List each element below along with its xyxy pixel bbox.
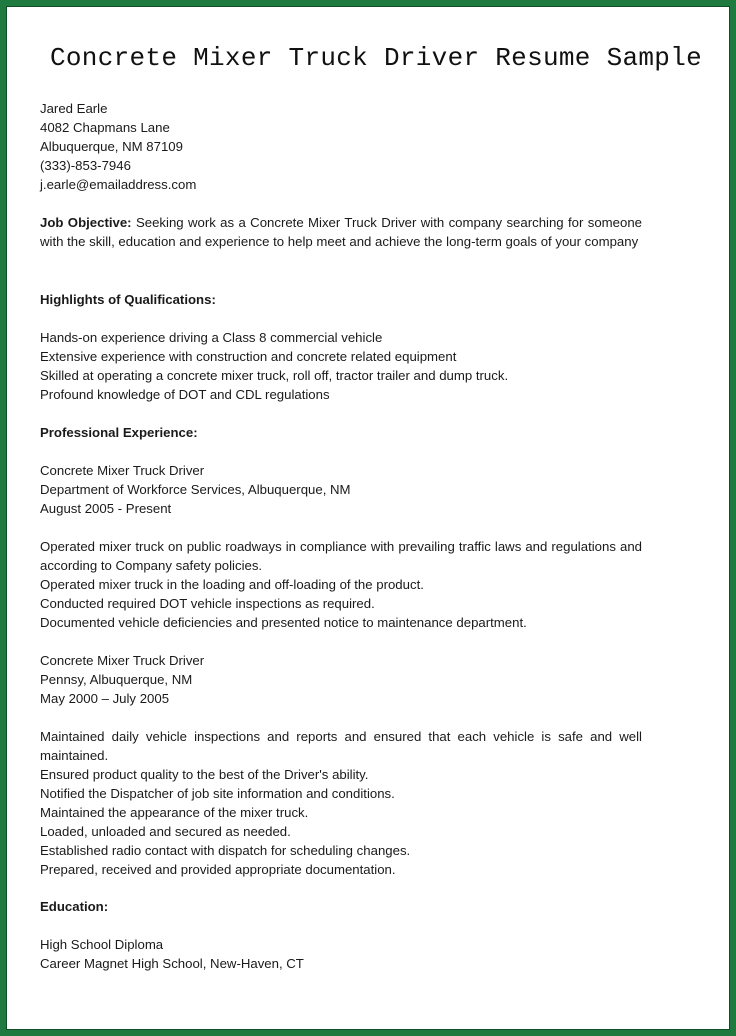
highlights-heading: Highlights of Qualifications: [40,292,216,307]
list-item: Notified the Dispatcher of job site information and conditions. [40,786,395,801]
education-heading: Education: [40,899,109,914]
job-title: Concrete Mixer Truck Driver [40,653,205,668]
list-item: Extensive experience with construction and concrete related equipment [40,349,457,364]
job-title: Concrete Mixer Truck Driver [40,463,205,478]
list-item: Documented vehicle deficiencies and presented notice to maintenance department. [40,615,527,630]
list-item: Prepared, received and provided appropriate documentation. [40,862,396,877]
objective-label: Job Objective: [40,215,132,230]
list-item: Profound knowledge of DOT and CDL regulations [40,387,330,402]
contact-name: Jared Earle [40,101,108,116]
job-objective [40,213,642,251]
list-item: Loaded, unloaded and secured as needed. [40,824,291,839]
list-item: Maintained the appearance of the mixer truck. [40,805,309,820]
education-degree: High School Diploma [40,937,164,952]
job-duties [40,537,642,632]
list-item: Conducted required DOT vehicle inspections as required. [40,596,375,611]
contact-phone: (333)-853-7946 [40,158,131,173]
document-page [6,6,730,1030]
contact-block [40,99,196,194]
highlights-list [40,328,508,404]
job-dates: August 2005 - Present [40,501,172,516]
job-employer: Department of Workforce Services, Albuquerque, NM [40,482,351,497]
objective-text: Seeking work as a Concrete Mixer Truck Driver with company searching for someone with the skill, education and experience to help meet and achieve the long-term goals of your company [40,215,642,249]
page-title: Concrete Mixer Truck Driver Resume Sample [50,43,703,73]
list-item: Operated mixer truck in the loading and off-loading of the product. [40,577,424,592]
job-header [40,461,351,518]
list-item: Operated mixer truck on public roadways in compliance with prevailing traffic laws and regulations and according to Company safety policies. [40,539,642,573]
job-employer: Pennsy, Albuquerque, NM [40,672,193,687]
contact-street: 4082 Chapmans Lane [40,120,170,135]
list-item: Skilled at operating a concrete mixer truck, roll off, tractor trailer and dump truck. [40,368,509,383]
job-dates: May 2000 – July 2005 [40,691,170,706]
job-header [40,651,204,708]
list-item: Ensured product quality to the best of the Driver's ability. [40,767,369,782]
list-item: Hands-on experience driving a Class 8 commercial vehicle [40,330,383,345]
education-school: Career Magnet High School, New-Haven, CT [40,956,304,971]
contact-city: Albuquerque, NM 87109 [40,139,183,154]
job-duties [40,727,642,879]
education-block [40,935,304,973]
list-item: Maintained daily vehicle inspections and reports and ensured that each vehicle is safe and well maintained. [40,729,642,763]
list-item: Established radio contact with dispatch for scheduling changes. [40,843,411,858]
experience-heading: Professional Experience: [40,425,198,440]
contact-email: j.earle@emailaddress.com [40,177,197,192]
